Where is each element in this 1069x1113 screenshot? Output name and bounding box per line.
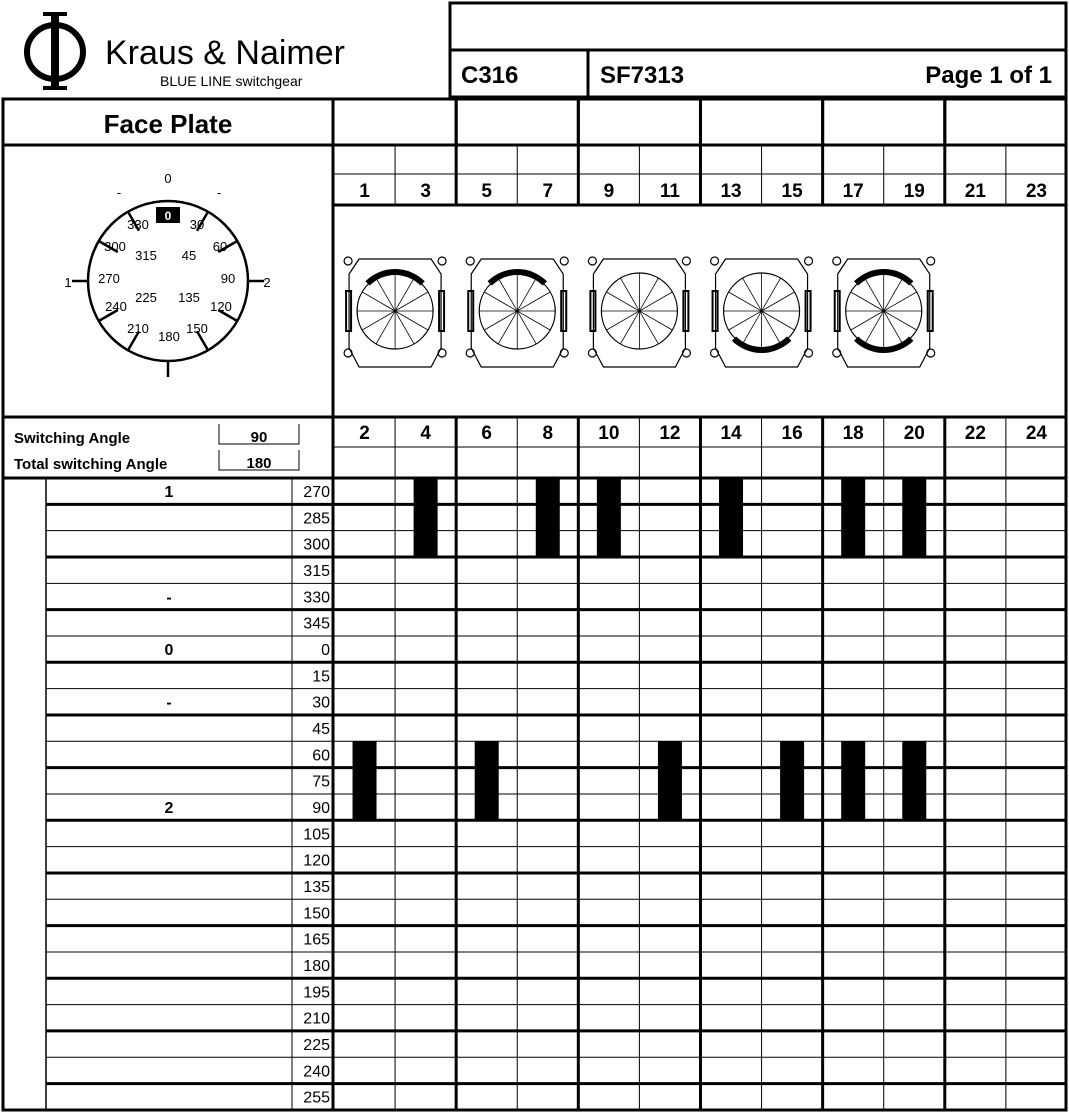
title-block bbox=[450, 3, 1066, 97]
dial-position-label: 2 bbox=[263, 275, 271, 290]
product-code: C316 bbox=[461, 62, 519, 89]
angle-value: 75 bbox=[312, 773, 330, 791]
dial-mark: 30 bbox=[189, 217, 205, 232]
angle-value: 105 bbox=[303, 826, 330, 844]
contact-stages bbox=[344, 257, 935, 367]
dial-mark: 135 bbox=[178, 290, 200, 305]
angle-value: 240 bbox=[303, 1063, 330, 1081]
terminal-top-label: 5 bbox=[481, 181, 492, 202]
angle-value: 90 bbox=[312, 799, 330, 817]
terminal-top-label: 1 bbox=[359, 181, 370, 202]
dial-position-label: 0 bbox=[164, 171, 172, 186]
dial-mark: 315 bbox=[135, 248, 157, 263]
closed-contact-bar bbox=[353, 741, 377, 820]
angle-value: 270 bbox=[303, 484, 330, 501]
dial-mark: 120 bbox=[210, 299, 232, 314]
position-label: 0 bbox=[164, 641, 174, 659]
terminal-bottom-label: 14 bbox=[720, 423, 742, 444]
terminal-bottom-label: 4 bbox=[420, 423, 431, 444]
terminal-bottom-label: 16 bbox=[781, 423, 803, 444]
brand-logo bbox=[27, 12, 345, 90]
total-switching-angle-value: 180 bbox=[246, 455, 272, 472]
terminal-bottom-label: 8 bbox=[542, 423, 554, 444]
closed-contact-bar bbox=[780, 741, 804, 820]
position-label: - bbox=[166, 589, 172, 607]
dial-mark: 225 bbox=[135, 290, 157, 305]
face-plate-panel bbox=[3, 99, 1066, 1110]
dial-mark: 180 bbox=[158, 329, 180, 344]
terminal-top-label: 15 bbox=[781, 181, 803, 202]
terminal-top-label: 7 bbox=[542, 181, 554, 202]
dial-mark: 330 bbox=[127, 217, 149, 232]
terminal-top-label: 11 bbox=[659, 181, 680, 202]
face-plate-dial bbox=[64, 171, 270, 377]
dial-position-label: - bbox=[216, 185, 222, 200]
closed-contact-bar bbox=[902, 478, 926, 557]
angle-value: 135 bbox=[303, 878, 330, 896]
terminal-bottom-label: 2 bbox=[359, 423, 370, 444]
terminal-top-label: 17 bbox=[842, 181, 864, 202]
contact-stage-symbol bbox=[344, 257, 446, 367]
switching-angle-value: 90 bbox=[250, 429, 268, 446]
dial-mark: 270 bbox=[98, 271, 120, 286]
angle-value: 285 bbox=[303, 510, 330, 528]
dial-mark: 240 bbox=[105, 299, 127, 314]
closed-contact-bar bbox=[841, 478, 865, 557]
position-label: 1 bbox=[164, 484, 174, 501]
angle-value: 255 bbox=[303, 1089, 330, 1107]
dial-mark: 90 bbox=[220, 271, 236, 286]
angle-value: 180 bbox=[303, 957, 330, 975]
brand-name: Kraus & Naimer bbox=[105, 34, 345, 72]
page-indicator: Page 1 of 1 bbox=[925, 62, 1052, 89]
dial-mark: 150 bbox=[186, 321, 208, 336]
angle-value: 0 bbox=[321, 641, 330, 659]
closed-contact-bar bbox=[719, 478, 743, 557]
closed-contact-bar bbox=[841, 741, 865, 820]
terminal-bottom-label: 22 bbox=[964, 423, 986, 444]
contact-grid bbox=[3, 99, 1066, 1110]
contact-stage-symbol bbox=[711, 257, 813, 367]
brand-tagline: BLUE LINE switchgear bbox=[160, 73, 303, 89]
contact-stage-symbol bbox=[588, 257, 690, 367]
angle-value: 195 bbox=[303, 984, 330, 1002]
terminal-bottom-label: 6 bbox=[481, 423, 492, 444]
angle-value: 225 bbox=[303, 1036, 330, 1054]
terminal-top-label: 3 bbox=[420, 181, 431, 202]
terminal-bottom-label: 20 bbox=[903, 423, 925, 444]
position-label: 2 bbox=[164, 799, 174, 817]
closed-contact-bar bbox=[414, 478, 438, 557]
dial-mark: 45 bbox=[181, 248, 197, 263]
closed-contact-bar bbox=[536, 478, 560, 557]
terminal-bottom-label: 10 bbox=[598, 423, 620, 444]
contact-stage-symbol bbox=[466, 257, 568, 367]
part-number: SF7313 bbox=[600, 62, 685, 89]
switching-angles bbox=[14, 424, 299, 473]
switching-angle-label: Switching Angle bbox=[14, 430, 131, 447]
terminal-bottom-label: 12 bbox=[659, 423, 681, 444]
angle-value: 30 bbox=[312, 694, 330, 712]
angle-value: 120 bbox=[303, 852, 330, 870]
angle-value: 315 bbox=[303, 562, 330, 580]
closed-contact-bar bbox=[902, 741, 926, 820]
angle-value: 60 bbox=[312, 747, 330, 765]
terminal-bottom-label: 24 bbox=[1025, 423, 1047, 444]
dial-mark: 60 bbox=[212, 239, 228, 254]
terminal-top-label: 21 bbox=[964, 181, 986, 202]
closed-contact-bar bbox=[658, 741, 682, 820]
angle-value: 150 bbox=[303, 905, 330, 923]
dial-mark: 300 bbox=[104, 239, 126, 254]
terminal-top-label: 23 bbox=[1025, 181, 1047, 202]
closed-contact-bar bbox=[475, 741, 499, 820]
position-label: - bbox=[166, 694, 172, 712]
angle-value: 15 bbox=[312, 668, 330, 686]
angle-value: 210 bbox=[303, 1010, 330, 1028]
angle-value: 300 bbox=[303, 536, 330, 554]
total-switching-angle-label: Total switching Angle bbox=[14, 456, 168, 473]
angle-value: 330 bbox=[303, 589, 330, 607]
dial-current: 0 bbox=[164, 209, 172, 223]
angle-value: 345 bbox=[303, 615, 330, 633]
terminal-top-label: 19 bbox=[903, 181, 925, 202]
terminal-top-label: 13 bbox=[720, 181, 742, 202]
angle-value: 165 bbox=[303, 931, 330, 949]
dial-position-label: - bbox=[116, 185, 122, 200]
closed-contact-bar bbox=[597, 478, 621, 557]
dial-mark: 210 bbox=[127, 321, 149, 336]
face-plate-title: Face Plate bbox=[103, 109, 233, 139]
contact-stage-symbol bbox=[833, 257, 935, 367]
terminal-top-label: 9 bbox=[603, 181, 615, 202]
dial-position-label: 1 bbox=[64, 275, 72, 290]
terminal-bottom-label: 18 bbox=[842, 423, 864, 444]
angle-value: 45 bbox=[312, 720, 330, 738]
logo-bar bbox=[51, 12, 59, 90]
